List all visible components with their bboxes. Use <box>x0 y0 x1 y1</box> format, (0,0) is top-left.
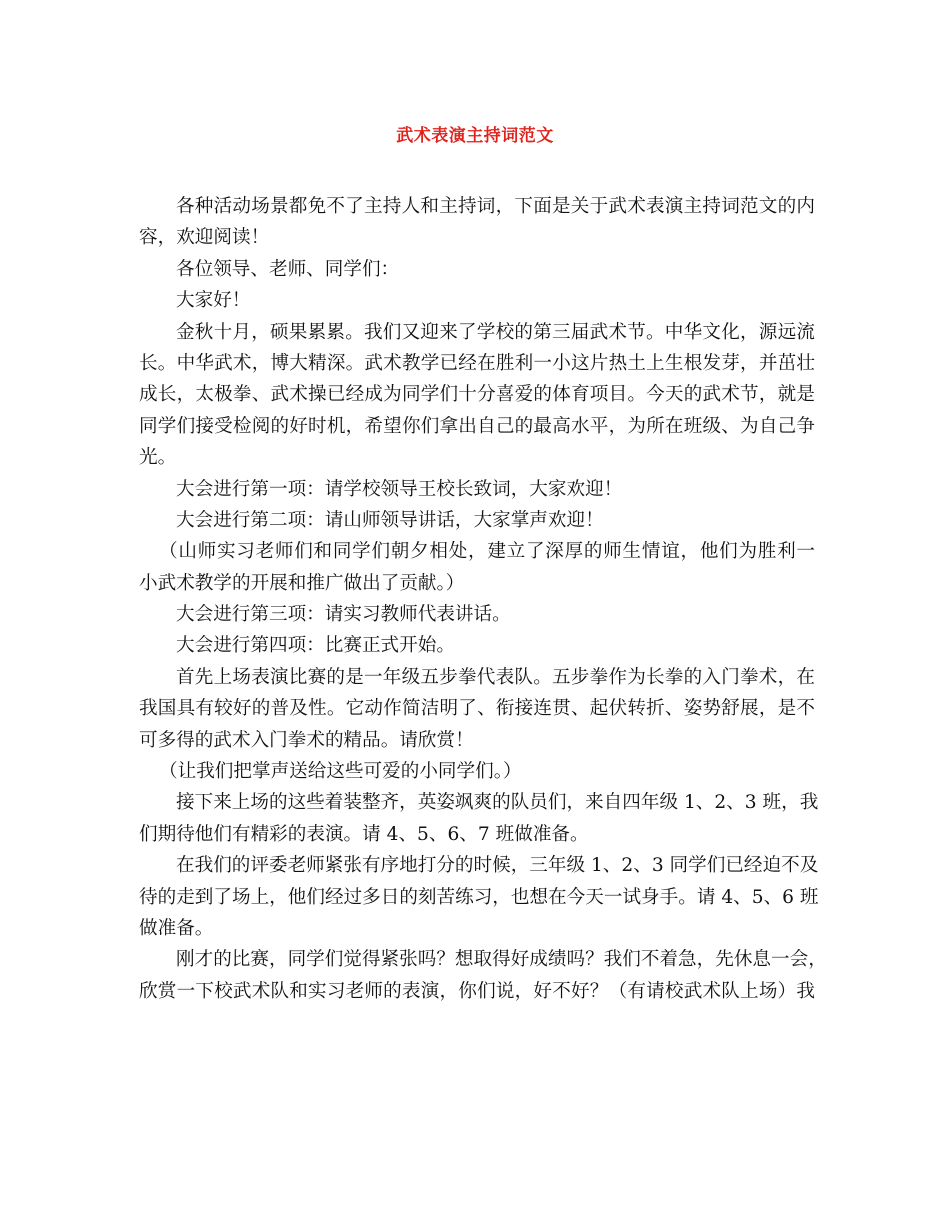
paragraph-line: 大会进行第三项：请实习教师代表讲话。 <box>176 604 511 626</box>
paragraph-line: 小武术教学的开展和推广做出了贡献。） <box>139 572 465 594</box>
paragraph-line: 待的走到了场上，他们经过多日的刻苦练习，也想在今天一试身手。请 4、5、6 班 <box>139 886 819 908</box>
paragraph-line: 们期待他们有精彩的表演。请 4、5、6、7 班做准备。 <box>139 823 589 845</box>
paragraph-line: 大会进行第二项：请山师领导讲话，大家掌声欢迎！ <box>176 509 604 531</box>
paragraph-line: 首先上场表演比赛的是一年级五步拳代表队。五步拳作为长拳的入门拳术，在 <box>176 666 815 688</box>
paragraph-line: （让我们把掌声送给这些可爱的小同学们。） <box>159 761 522 783</box>
paragraph-line: 大会进行第一项：请学校领导王校长致词，大家欢迎！ <box>176 478 623 500</box>
paragraph-line: 各种活动场景都免不了主持人和主持词，下面是关于武术表演主持词范文的内 <box>176 196 815 217</box>
paragraph-line: 同学们接受检阅的好时机，希望你们拿出自己的最高水平，为所在班级、为自己争 <box>139 415 815 437</box>
paragraph-line: 接下来上场的这些着装整齐，英姿飒爽的队员们，来自四年级 1、2、3 班，我 <box>176 792 819 814</box>
paragraph-line: （山师实习老师们和同学们朝夕相处，建立了深厚的师生情谊，他们为胜利一 <box>159 541 815 563</box>
paragraph-line: 大家好！ <box>176 290 251 312</box>
document-body <box>139 191 827 1007</box>
paragraph-line: 欣赏一下校武术队和实习老师的表演，你们说，好不好？（有请校武术队上场）我 <box>139 980 815 1002</box>
paragraph-line: 可多得的武术入门拳术的精品。请欣赏！ <box>139 729 474 751</box>
paragraph-line: 金秋十月，硕果累累。我们又迎来了学校的第三届武术节。中华文化，源远流 <box>176 321 815 343</box>
paragraph-line: 长。中华武术，博大精深。武术教学已经在胜利一小这片热土上生根发芽，并茁壮 <box>139 352 815 374</box>
paragraph-line: 刚才的比赛，同学们觉得紧张吗？想取得好成绩吗？我们不着急，先休息一会， <box>176 949 827 971</box>
paragraph-line: 大会进行第四项：比赛正式开始。 <box>176 635 455 657</box>
paragraph-line: 做准备。 <box>139 917 214 939</box>
document-title: 武术表演主持词范文 <box>396 126 554 146</box>
paragraph-line: 各位领导、老师、同学们： <box>176 258 400 280</box>
paragraph-line: 我国具有较好的普及性。它动作简洁明了、衔接连贯、起伏转折、姿势舒展，是不 <box>139 698 815 720</box>
paragraph-line: 容，欢迎阅读！ <box>139 227 270 249</box>
paragraph-line: 光。 <box>139 447 177 469</box>
paragraph-line: 成长，太极拳、武术操已经成为同学们十分喜爱的体育项目。今天的武术节，就是 <box>139 384 815 406</box>
paragraph-line: 在我们的评委老师紧张有序地打分的时候，三年级 1、2、3 同学们已经迫不及 <box>176 855 819 877</box>
